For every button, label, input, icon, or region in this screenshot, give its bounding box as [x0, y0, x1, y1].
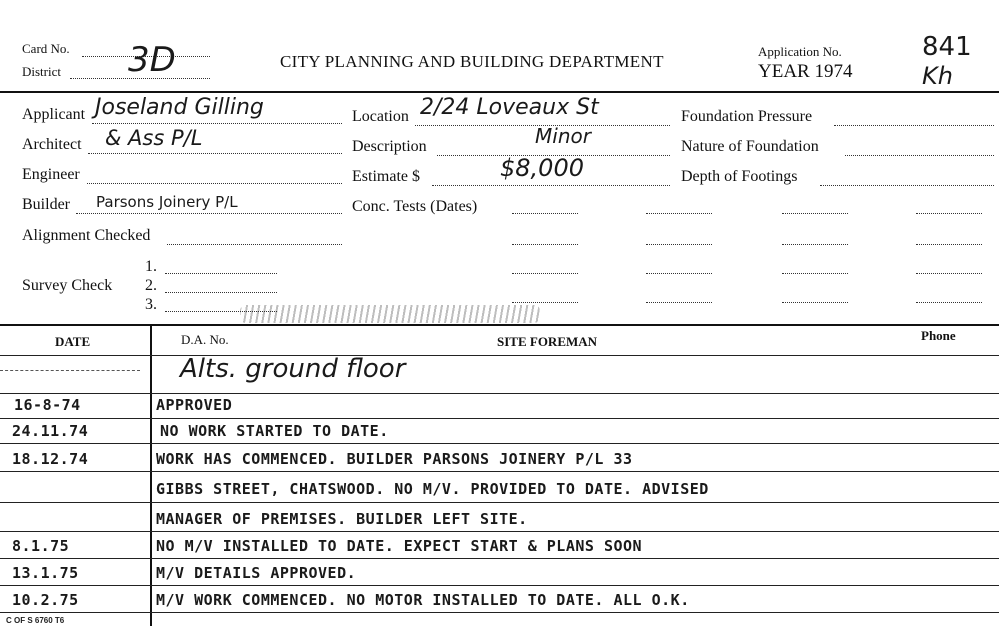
application-number: 841 — [922, 32, 972, 62]
log-row-2-entry: NO WORK STARTED TO DATE. — [160, 422, 389, 440]
rule-1 — [0, 418, 999, 419]
rule-top — [0, 370, 140, 371]
builder-value: Parsons Joinery P/L — [96, 193, 238, 211]
survey-line-2 — [165, 292, 277, 293]
survey-line-1 — [165, 273, 277, 274]
log-row-2-date: 24.11.74 — [12, 422, 89, 440]
engineer-line — [87, 183, 342, 184]
log-row-8-entry: M/V WORK COMMENCED. NO MOTOR INSTALLED TO DATE. ALL O.K. — [156, 591, 690, 609]
application-initials: Kh — [922, 62, 953, 90]
survey-check-label: Survey Check — [22, 277, 113, 294]
rule-6 — [0, 558, 999, 559]
phone-label: Phone — [921, 328, 956, 343]
conc-test-line-3c — [782, 273, 848, 274]
conc-test-line-2a — [512, 244, 578, 245]
district-label: District — [22, 64, 61, 79]
conc-test-line-1c — [782, 213, 848, 214]
log-row-5-entry: MANAGER OF PREMISES. BUILDER LEFT SITE. — [156, 510, 528, 528]
conc-test-line-3b — [646, 273, 712, 274]
estimate-value: $8,000 — [500, 154, 584, 182]
header-divider — [0, 91, 999, 93]
conc-test-line-3a — [512, 273, 578, 274]
date-header: DATE — [55, 334, 91, 349]
log-row-3-entry: WORK HAS COMMENCED. BUILDER PARSONS JOINERY P/L 33 — [156, 450, 633, 468]
log-row-6-date: 8.1.75 — [12, 537, 70, 555]
handwritten-header: Alts. ground floor — [180, 354, 406, 384]
depth-footings-label: Depth of Footings — [681, 168, 798, 185]
log-row-1-date: 16-8-74 — [14, 396, 81, 414]
location-label: Location — [352, 108, 409, 125]
architect-value: & Ass P/L — [105, 126, 203, 150]
conc-test-line-2b — [646, 244, 712, 245]
log-row-3-date: 18.12.74 — [12, 450, 89, 468]
rule-5 — [0, 531, 999, 532]
rule-0 — [0, 393, 999, 394]
applicant-value: Joseland Gilling — [95, 95, 264, 120]
log-row-6-entry: NO M/V INSTALLED TO DATE. EXPECT START & PLANS SOON — [156, 537, 643, 555]
survey-item-1: 1. — [145, 258, 157, 275]
depth-footings-line — [820, 185, 994, 186]
card-no-label: Card No. — [22, 41, 70, 56]
log-row-7-date: 13.1.75 — [12, 564, 79, 582]
conc-tests-label: Conc. Tests (Dates) — [352, 198, 478, 215]
rule-4 — [0, 502, 999, 503]
date-column-divider — [150, 326, 152, 626]
conc-test-line-1a — [512, 213, 578, 214]
log-row-7-entry: M/V DETAILS APPROVED. — [156, 564, 357, 582]
engineer-label: Engineer — [22, 166, 80, 183]
estimate-line — [432, 185, 670, 186]
log-row-1-entry: APPROVED — [156, 396, 233, 414]
survey-item-2: 2. — [145, 277, 157, 294]
alignment-line — [167, 244, 342, 245]
location-value: 2/24 Loveaux St — [420, 95, 599, 120]
alignment-checked-label: Alignment Checked — [22, 227, 151, 244]
conc-test-line-4c — [782, 302, 848, 303]
log-row-8-date: 10.2.75 — [12, 591, 79, 609]
nature-foundation-label: Nature of Foundation — [681, 138, 819, 155]
foundation-pressure-label: Foundation Pressure — [681, 108, 813, 125]
card-no-value: 3D — [128, 40, 176, 80]
form-code: C OF S 6760 T6 — [6, 616, 65, 625]
builder-label: Builder — [22, 196, 70, 213]
rule-2 — [0, 443, 999, 444]
nature-foundation-line — [845, 155, 994, 156]
estimate-label: Estimate $ — [352, 168, 420, 185]
description-label: Description — [352, 138, 427, 155]
applicant-label: Applicant — [22, 106, 86, 123]
architect-label: Architect — [22, 136, 82, 153]
application-no-label: Application No. — [758, 44, 842, 59]
department-title: CITY PLANNING AND BUILDING DEPARTMENT — [280, 52, 664, 71]
foundation-pressure-line — [834, 125, 994, 126]
rule-7 — [0, 585, 999, 586]
rule-3 — [0, 471, 999, 472]
conc-test-line-1b — [646, 213, 712, 214]
survey-item-3: 3. — [145, 296, 157, 313]
conc-test-line-4b — [646, 302, 712, 303]
conc-test-line-3d — [916, 273, 982, 274]
ink-smudge — [240, 305, 540, 323]
conc-test-line-4a — [512, 302, 578, 303]
site-foreman-label: SITE FOREMAN — [497, 334, 598, 349]
year-label: YEAR 1974 — [758, 61, 853, 82]
log-row-4-entry: GIBBS STREET, CHATSWOOD. NO M/V. PROVIDED TO DATE. ADVISED — [156, 480, 709, 498]
conc-test-line-1d — [916, 213, 982, 214]
rule-8 — [0, 612, 999, 613]
description-value: Minor — [535, 124, 591, 148]
conc-test-line-2c — [782, 244, 848, 245]
builder-line — [76, 213, 342, 214]
architect-line — [88, 153, 342, 154]
log-header-divider — [0, 355, 999, 356]
conc-test-line-4d — [916, 302, 982, 303]
da-no-label: D.A. No. — [181, 332, 229, 347]
conc-test-line-2d — [916, 244, 982, 245]
applicant-line — [92, 123, 342, 124]
